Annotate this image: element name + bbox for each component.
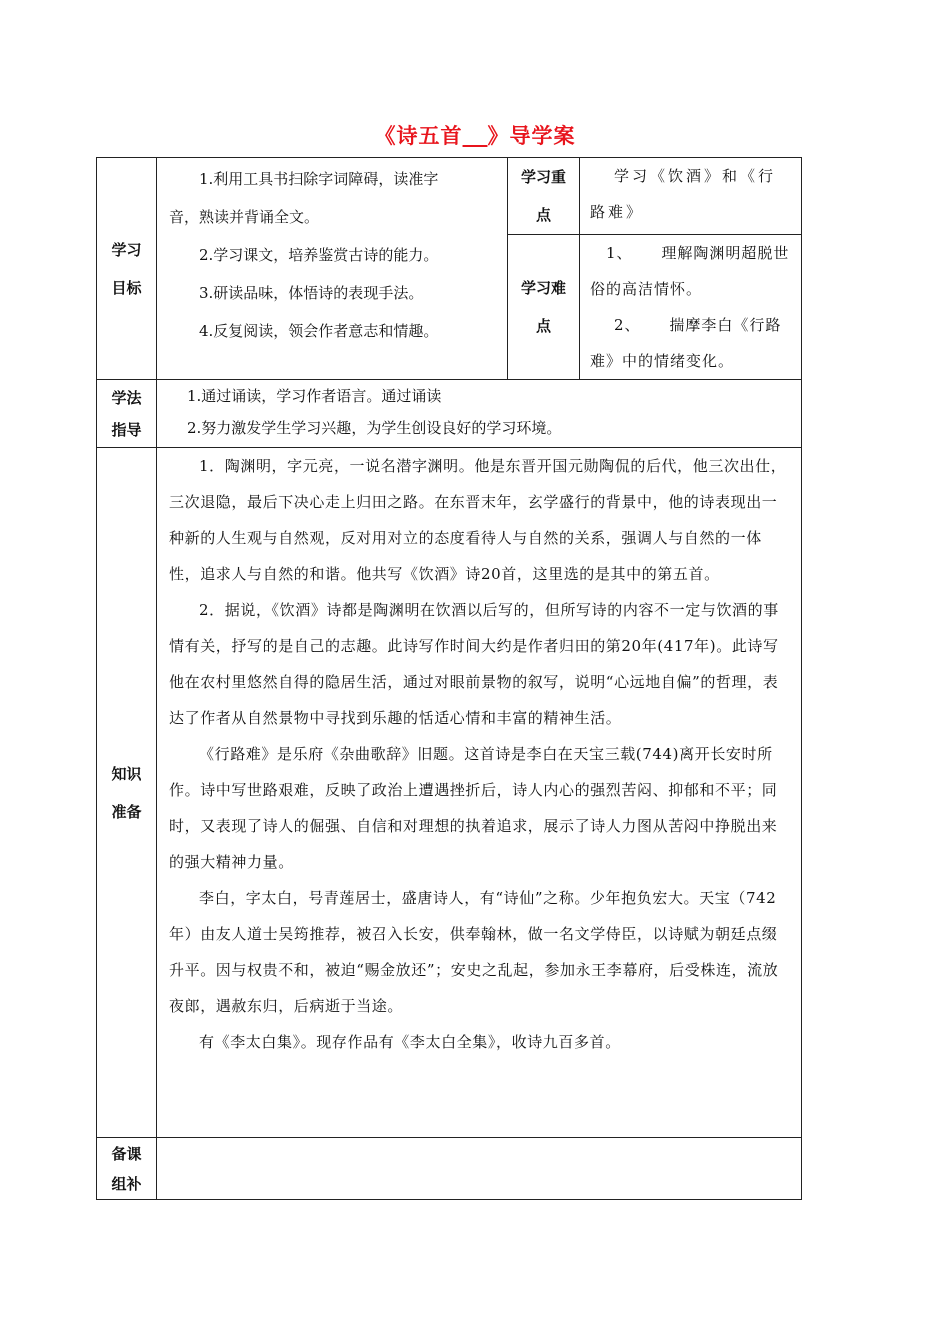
key-points-header: 学习重 点: [508, 158, 580, 235]
title-suffix: 》导学案: [487, 124, 576, 148]
method-item: 2.努力激发学生学习兴趣，为学生创设良好的学习环境。: [187, 419, 562, 437]
goals-header: 学习 目标: [97, 158, 157, 380]
knowledge-paragraph: 有《李太白集》。现存作品有《李太白全集》，收诗九百多首。: [199, 1033, 621, 1051]
title-prefix: 《诗五首: [374, 124, 463, 148]
goal-item: 4.反复阅读，领会作者意志和情趣。: [199, 322, 439, 340]
title-blank: [463, 124, 488, 148]
difficulties-cell: [580, 235, 802, 380]
goals-cell: [157, 158, 508, 380]
knowledge-paragraph: 2．据说，《饮酒》诗都是陶渊明在饮酒以后写的，但所写诗的内容不一定与饮酒的事情有关，抒写的是自己的志趣。此诗写作时间大约是作者归田的第20年(417年)。此诗写他在农村里悠然自得的隐居生活，通过对眼前景物的叙写，说明“心远地自偏”的哲理，表达了作者从自然景物中寻找到乐趣的恬适心情和丰富的精神生活。: [169, 601, 779, 727]
goal-item: 音，熟读并背诵全文。: [169, 208, 320, 226]
method-header: 学法 指导: [97, 380, 157, 448]
goal-item: 1.利用工具书扫除字词障碍，读准字: [199, 170, 439, 188]
supplement-cell: [157, 1138, 802, 1200]
goal-item: 3.研读品味，体悟诗的表现手法。: [199, 284, 424, 302]
difficulty-item: 1、 理解陶渊明超脱世俗的高洁情怀。: [590, 244, 790, 298]
goal-item: 2.学习课文，培养鉴赏古诗的能力。: [199, 246, 439, 264]
method-cell: [157, 380, 802, 448]
knowledge-header: 知识 准备: [97, 448, 157, 1138]
knowledge-paragraph: 《行路难》是乐府《杂曲歌辞》旧题。这首诗是李白在天宝三载(744)离开长安时所作。诗中写世路艰难，反映了政治上遭遇挫折后，诗人内心的强烈苦闷、抑郁和不平；同时，又表现了诗人的倔强、自信和对理想的执着追求，展示了诗人力图从苦闷中挣脱出来的强大精神力量。: [169, 745, 778, 871]
supplement-header: 备课 组补: [97, 1138, 157, 1200]
key-points-cell: 学习《饮酒》和《行路难》: [580, 158, 802, 235]
knowledge-paragraph: 1．陶渊明，字元亮，一说名潜字渊明。他是东晋开国元勋陶侃的后代，他三次出仕，三次退隐，最后下决心走上归田之路。在东晋末年，玄学盛行的背景中，他的诗表现出一种新的人生观与自然观，反对用对立的态度看待人与自然的关系，强调人与自然的一体性，追求人与自然的和谐。他共写《饮酒》诗20首，这里选的是其中的第五首。: [169, 457, 787, 583]
page-title: [0, 120, 950, 150]
knowledge-cell: [157, 448, 802, 1138]
method-item: 1.通过诵读，学习作者语言。通过诵读: [187, 387, 442, 405]
difficulties-header: 学习难 点: [508, 235, 580, 380]
lesson-plan-table: [96, 157, 802, 1200]
difficulty-item: 2、 揣摩李白《行路难》中的情绪变化。: [590, 316, 782, 370]
knowledge-paragraph: 李白，字太白，号青莲居士，盛唐诗人，有“诗仙”之称。少年抱负宏大。天宝（742年）由友人道士吴筠推荐，被召入长安，供奉翰林，做一名文学侍臣，以诗赋为朝廷点缀升平。因与权贵不和，被迫“赐金放还”；安史之乱起，参加永王李幕府，后受株连，流放夜郎，遇赦东归，后病逝于当途。: [169, 889, 779, 1015]
